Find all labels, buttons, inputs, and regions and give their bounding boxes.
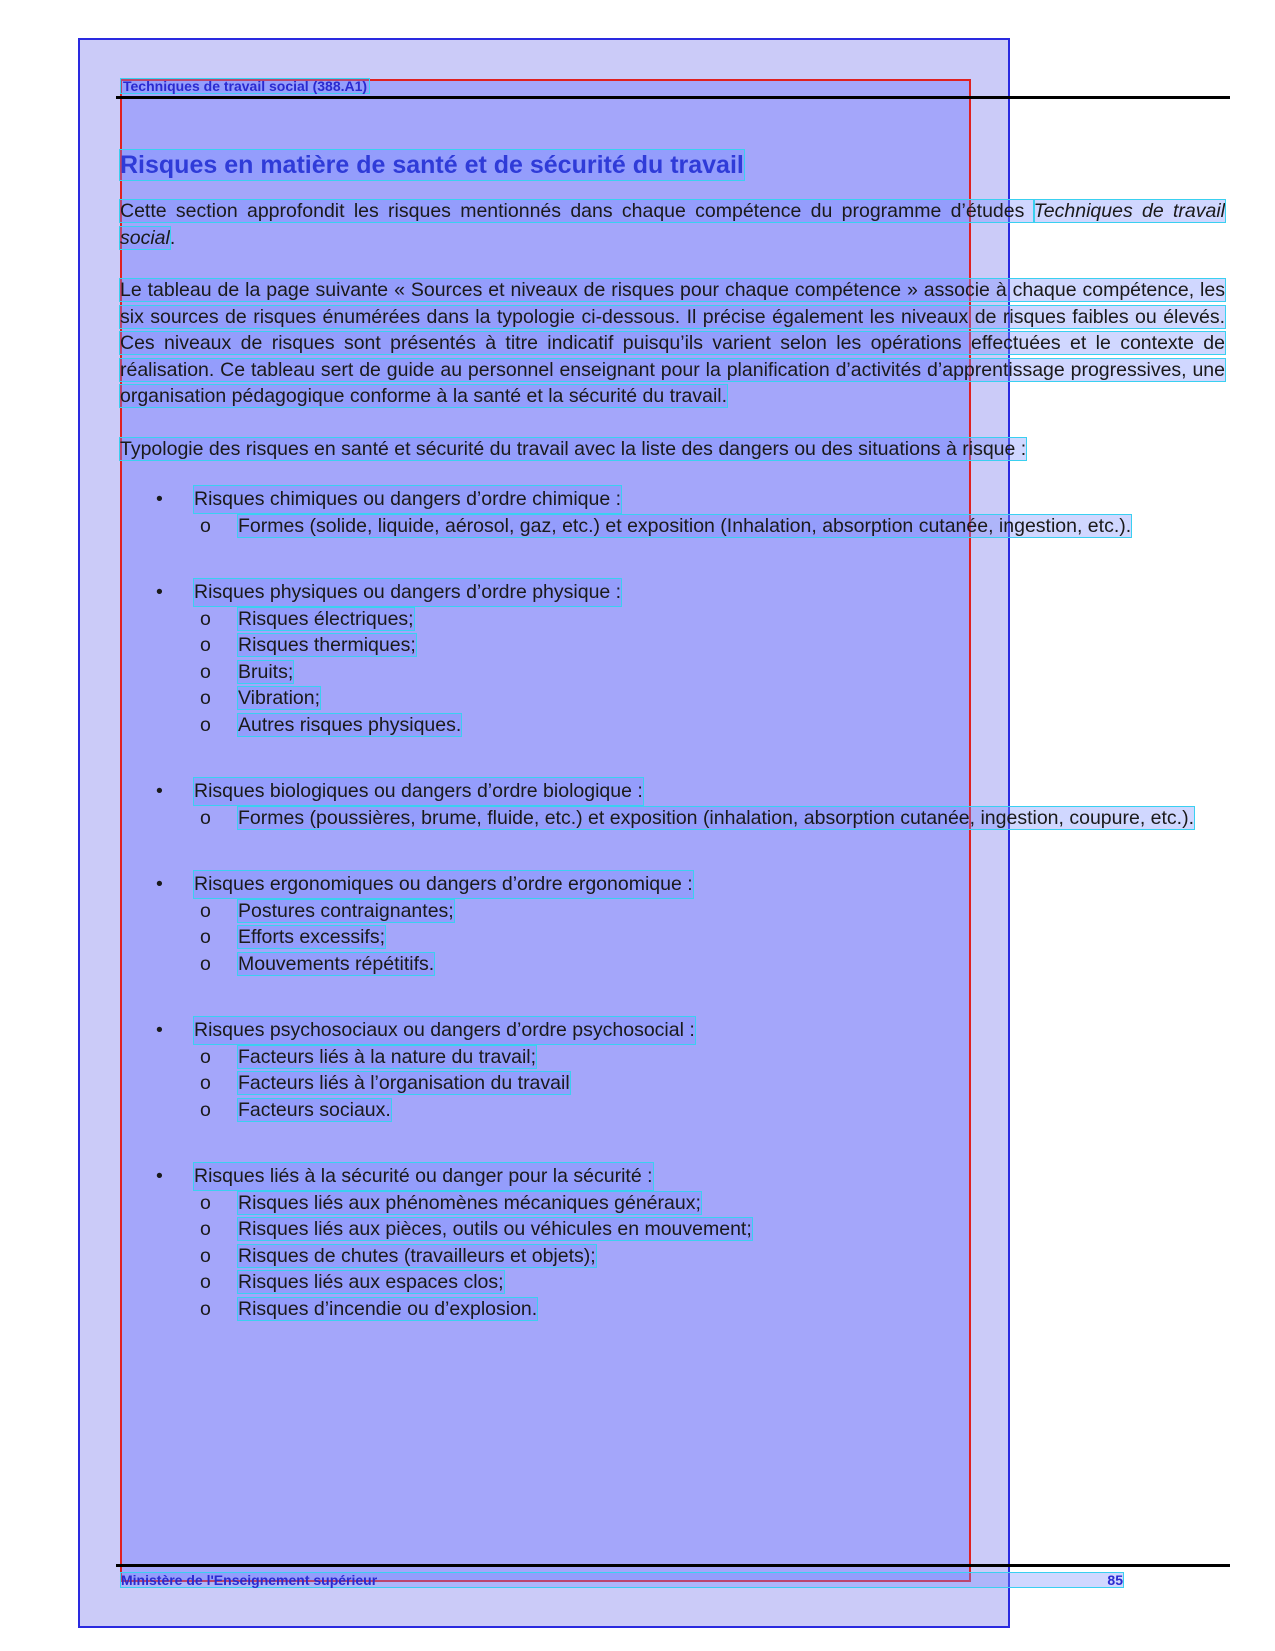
risk-item [120, 1269, 1225, 1296]
intro-text: Cette section approfondit les risques mentionnés dans chaque compétence du programme d’études [120, 200, 1034, 222]
risk-category [120, 1017, 1225, 1123]
risk-item-list [120, 805, 1225, 832]
intro-paragraph [120, 198, 1225, 251]
risk-item [120, 606, 1225, 633]
risk-item-list [120, 1190, 1225, 1323]
risk-category-label: Risques liés à la sécurité ou danger pour la sécurité : [194, 1163, 653, 1190]
page-number: 85 [1107, 1572, 1123, 1588]
risk-item-text: Mouvements répétitifs. [238, 952, 435, 975]
running-header: Techniques de travail social (388.A1) [120, 78, 370, 94]
risk-item-list [120, 513, 1225, 540]
risk-category-row [120, 871, 1225, 898]
risk-item [120, 513, 1225, 540]
risk-item-text: Formes (solide, liquide, aérosol, gaz, etc.) et exposition (Inhalation, absorption cutanée, ingestion, etc.). [238, 514, 1132, 537]
sub-bullet-icon: o [200, 806, 211, 829]
risk-item [120, 1070, 1225, 1097]
program-name: Techniques de travail social [120, 200, 1225, 249]
risk-category-row [120, 486, 1225, 513]
risk-item-text: Autres risques physiques. [238, 713, 462, 736]
risk-item-text-wrapper [238, 1190, 1225, 1217]
bullet-icon: • [156, 780, 163, 802]
risk-item-text-wrapper [238, 685, 1225, 712]
risk-item-list [120, 1044, 1225, 1124]
risk-item-text-wrapper [238, 513, 1225, 540]
risk-item-text: Formes (poussières, brume, fluide, etc.) et exposition (inhalation, absorption cutanée, ingestion, coupure, etc.). [238, 806, 1195, 829]
sub-bullet-icon: o [200, 713, 211, 736]
risk-item-text-wrapper [238, 659, 1225, 686]
risk-item [120, 1243, 1225, 1270]
risk-item [120, 1296, 1225, 1323]
risk-item [120, 1097, 1225, 1124]
typology-label-text: Typologie des risques en santé et sécurité du travail avec la liste des dangers ou des situations à risque : [120, 437, 1027, 460]
description-paragraph [120, 277, 1225, 410]
bullet-icon: • [156, 488, 163, 510]
risk-item-text: Facteurs liés à la nature du travail; [238, 1045, 537, 1068]
risk-item-text: Bruits; [238, 660, 294, 683]
bullet-icon: • [156, 581, 163, 603]
risk-category [120, 871, 1225, 977]
risk-category-row [120, 579, 1225, 606]
risk-item [120, 632, 1225, 659]
risk-item [120, 805, 1225, 832]
page-content [120, 150, 1225, 1362]
sub-bullet-icon: o [200, 1244, 211, 1267]
risk-category-label: Risques biologiques ou dangers d’ordre biologique : [194, 778, 643, 805]
risk-category [120, 486, 1225, 539]
sub-bullet-icon: o [200, 899, 211, 922]
sub-bullet-icon: o [200, 1072, 211, 1094]
risk-category-row [120, 1017, 1225, 1044]
description-text: Le tableau de la page suivante « Sources et niveaux de risques pour chaque compétence » associe à chaque compétence, les six sources de risques énumérées dans la typologie ci-dessous. Il précise également les niveaux de risques faibles ou élevés. Ces niveaux de risques sont présentés à titre indicatif puisqu’ils varient selon les opérations effectuées et le contexte de réalisation. Ce tableau sert de guide au personnel enseignant pour la planification d’activités d’apprentissage progressives, une organisation pédagogique conforme à la santé et la sécurité du travail. [120, 279, 1225, 407]
risk-item-list [120, 606, 1225, 739]
risk-category-label: Risques physiques ou dangers d’ordre physique : [194, 579, 621, 606]
risk-item-text: Risques liés aux espaces clos; [238, 1271, 504, 1293]
typology-label [120, 436, 1225, 463]
risk-item-text-wrapper [238, 606, 1225, 633]
risk-item-text-wrapper [238, 1044, 1225, 1071]
risk-item-text-wrapper [238, 924, 1225, 951]
risk-item-text: Vibration; [238, 687, 321, 709]
bullet-icon: • [156, 1019, 163, 1041]
risk-item-text: Facteurs sociaux. [238, 1098, 391, 1121]
bullet-icon: • [156, 873, 163, 895]
risk-item-text: Risques de chutes (travailleurs et objets); [238, 1244, 596, 1267]
risk-item-list [120, 898, 1225, 978]
risk-item-text-wrapper [238, 632, 1225, 659]
risk-category [120, 1163, 1225, 1322]
risk-item [120, 1216, 1225, 1243]
page-title: Risques en matière de santé et de sécurité du travail [120, 151, 744, 179]
sub-bullet-icon: o [200, 687, 211, 709]
risk-category [120, 778, 1225, 831]
sub-bullet-icon: o [200, 660, 211, 683]
running-footer [120, 1572, 1124, 1588]
risk-item [120, 1190, 1225, 1217]
risk-category [120, 579, 1225, 738]
bullet-icon: • [156, 1165, 163, 1187]
risk-category-row [120, 778, 1225, 805]
risk-item [120, 898, 1225, 925]
sub-bullet-icon: o [200, 952, 211, 975]
risk-category-row [120, 1163, 1225, 1190]
risk-item-text: Efforts excessifs; [238, 926, 386, 948]
sub-bullet-icon: o [200, 926, 211, 948]
risk-item-text-wrapper [238, 1243, 1225, 1270]
risk-item [120, 924, 1225, 951]
risk-item-text-wrapper [238, 1296, 1225, 1323]
risk-item [120, 685, 1225, 712]
sub-bullet-icon: o [200, 1297, 211, 1320]
intro-end: . [169, 226, 176, 249]
risk-item-text-wrapper [238, 805, 1225, 832]
risk-item-text-wrapper [238, 712, 1225, 739]
risk-item-text: Facteurs liés à l’organisation du travail [238, 1072, 570, 1094]
risk-item [120, 659, 1225, 686]
sub-bullet-icon: o [200, 514, 211, 537]
risk-item-text: Risques thermiques; [238, 634, 416, 656]
sub-bullet-icon: o [200, 1045, 211, 1068]
risk-item-text-wrapper [238, 951, 1225, 978]
risk-category-label: Risques ergonomiques ou dangers d’ordre ergonomique : [194, 871, 693, 898]
risk-category-label: Risques psychosociaux ou dangers d’ordre psychosocial : [194, 1017, 695, 1044]
risk-category-label: Risques chimiques ou dangers d’ordre chimique : [194, 486, 621, 513]
risk-item-text-wrapper [238, 1070, 1225, 1097]
risk-item-text: Risques liés aux pièces, outils ou véhicules en mouvement; [238, 1218, 752, 1240]
risk-item [120, 951, 1225, 978]
sub-bullet-icon: o [200, 607, 211, 630]
risk-item-text-wrapper [238, 1097, 1225, 1124]
sub-bullet-icon: o [200, 634, 211, 656]
risk-item-text: Risques d’incendie ou d’explosion. [238, 1297, 538, 1320]
risk-item-text-wrapper [238, 898, 1225, 925]
footer-rule [116, 1564, 1230, 1567]
header-rule [116, 96, 1230, 99]
sub-bullet-icon: o [200, 1098, 211, 1121]
sub-bullet-icon: o [200, 1271, 211, 1293]
risk-item-text: Postures contraignantes; [238, 899, 454, 922]
risk-item-text-wrapper [238, 1269, 1225, 1296]
risk-item-text: Risques électriques; [238, 607, 414, 630]
footer-ministry: Ministère de l'Enseignement supérieur [121, 1572, 378, 1588]
risk-item [120, 1044, 1225, 1071]
risk-item [120, 712, 1225, 739]
risk-category-list [120, 486, 1225, 1322]
risk-item-text-wrapper [238, 1216, 1225, 1243]
sub-bullet-icon: o [200, 1218, 211, 1240]
sub-bullet-icon: o [200, 1191, 211, 1214]
risk-item-text: Risques liés aux phénomènes mécaniques généraux; [238, 1191, 701, 1214]
